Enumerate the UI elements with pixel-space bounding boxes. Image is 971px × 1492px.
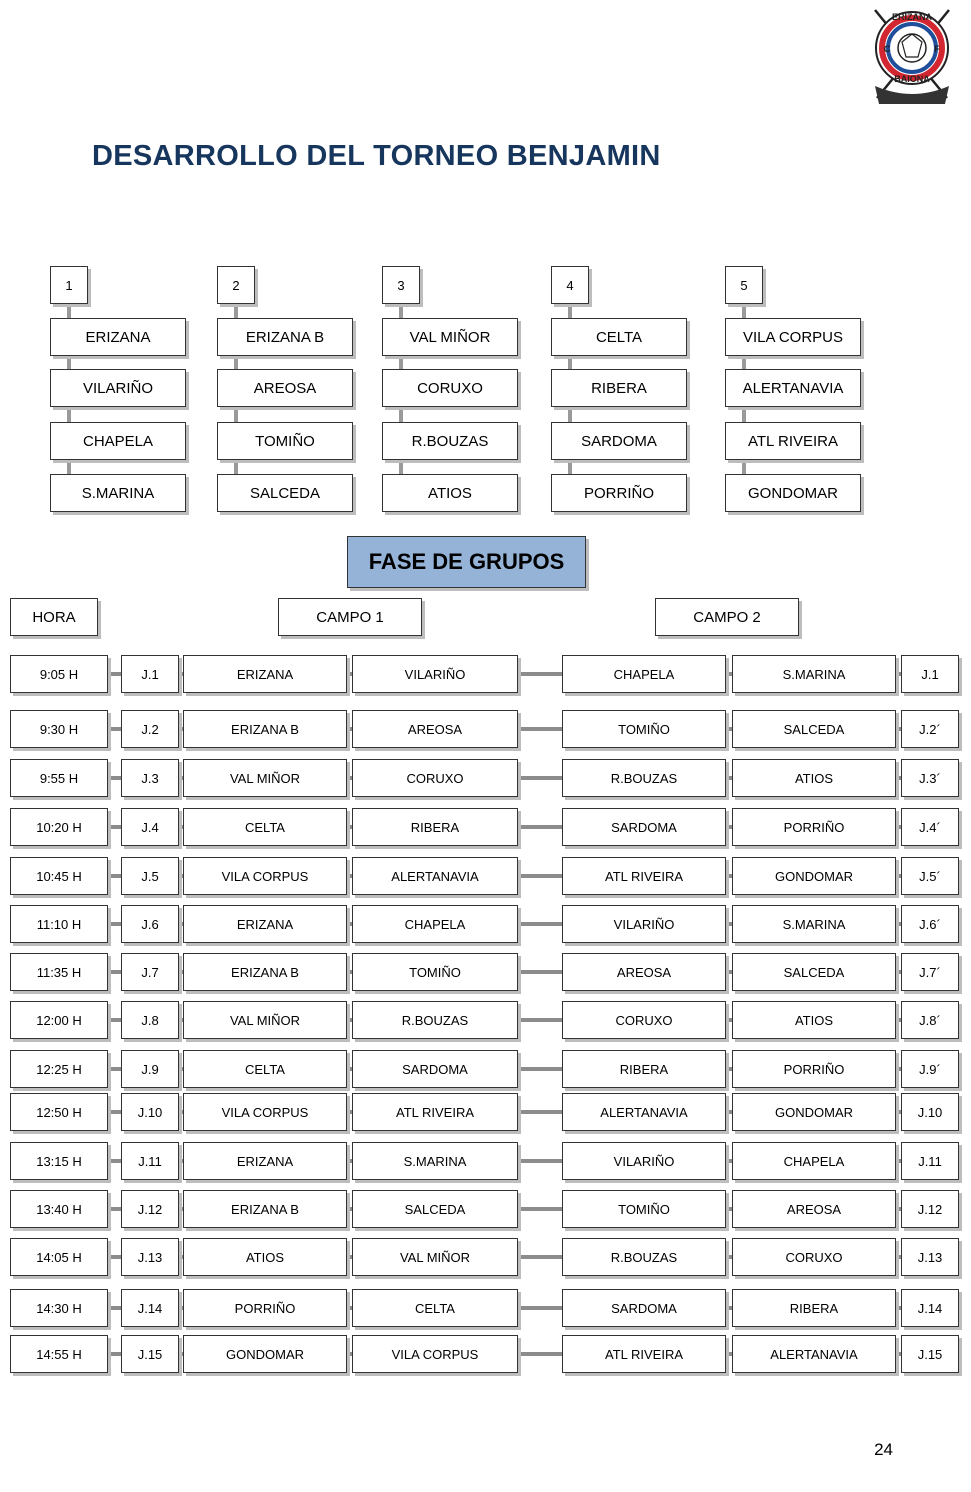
match-time: 13:40 H bbox=[10, 1190, 108, 1228]
match-day-campo-1: J.7 bbox=[121, 953, 179, 991]
campo-2-home-team: R.BOUZAS bbox=[562, 759, 726, 797]
group-team: ERIZANA B bbox=[217, 318, 353, 356]
match-time: 14:30 H bbox=[10, 1289, 108, 1327]
match-day-campo-1: J.14 bbox=[121, 1289, 179, 1327]
campo-2-home-team: ATL RIVEIRA bbox=[562, 1335, 726, 1373]
row-connector bbox=[518, 1255, 562, 1259]
campo-2-away-team: PORRIÑO bbox=[732, 808, 896, 846]
group-team: TOMIÑO bbox=[217, 422, 353, 460]
row-connector bbox=[108, 672, 121, 676]
group-team: ERIZANA bbox=[50, 318, 186, 356]
campo-2-away-team: SALCEDA bbox=[732, 710, 896, 748]
campo-1-home-team: ERIZANA B bbox=[183, 710, 347, 748]
campo-2-away-team: AREOSA bbox=[732, 1190, 896, 1228]
campo-2-away-team: CORUXO bbox=[732, 1238, 896, 1276]
match-day-campo-1: J.8 bbox=[121, 1001, 179, 1039]
match-day-campo-2: J.10 bbox=[901, 1093, 959, 1131]
match-day-campo-1: J.6 bbox=[121, 905, 179, 943]
row-connector bbox=[108, 1067, 121, 1071]
match-day-campo-2: J.15 bbox=[901, 1335, 959, 1373]
row-connector bbox=[518, 825, 562, 829]
campo-2-home-team: CORUXO bbox=[562, 1001, 726, 1039]
match-day-campo-1: J.9 bbox=[121, 1050, 179, 1088]
match-day-campo-1: J.12 bbox=[121, 1190, 179, 1228]
group-team: SARDOMA bbox=[551, 422, 687, 460]
row-connector bbox=[108, 874, 121, 878]
match-day-campo-1: J.2 bbox=[121, 710, 179, 748]
row-connector bbox=[518, 1110, 562, 1114]
group-team: CELTA bbox=[551, 318, 687, 356]
match-day-campo-1: J.3 bbox=[121, 759, 179, 797]
match-time: 12:50 H bbox=[10, 1093, 108, 1131]
group-number: 4 bbox=[551, 266, 589, 304]
campo-1-away-team: SALCEDA bbox=[352, 1190, 518, 1228]
row-connector bbox=[108, 1255, 121, 1259]
campo-2-home-team: R.BOUZAS bbox=[562, 1238, 726, 1276]
match-time: 11:10 H bbox=[10, 905, 108, 943]
group-number: 1 bbox=[50, 266, 88, 304]
campo-1-home-team: ERIZANA bbox=[183, 655, 347, 693]
campo-1-home-team: PORRIÑO bbox=[183, 1289, 347, 1327]
match-time: 10:20 H bbox=[10, 808, 108, 846]
campo-2-home-team: TOMIÑO bbox=[562, 710, 726, 748]
page-number: 24 bbox=[874, 1440, 893, 1459]
campo-1-away-team: TOMIÑO bbox=[352, 953, 518, 991]
match-day-campo-2: J.14 bbox=[901, 1289, 959, 1327]
campo-1-away-team: CHAPELA bbox=[352, 905, 518, 943]
campo-1-away-team: ATL RIVEIRA bbox=[352, 1093, 518, 1131]
match-day-campo-2: J.4´ bbox=[901, 808, 959, 846]
campo-1-home-team: CELTA bbox=[183, 1050, 347, 1088]
group-team: SALCEDA bbox=[217, 474, 353, 512]
match-day-campo-1: J.11 bbox=[121, 1142, 179, 1180]
campo-1-home-team: ERIZANA B bbox=[183, 953, 347, 991]
match-day-campo-1: J.13 bbox=[121, 1238, 179, 1276]
campo-2-away-team: S.MARINA bbox=[732, 655, 896, 693]
group-team: CHAPELA bbox=[50, 422, 186, 460]
row-connector bbox=[518, 727, 562, 731]
header-campo-1: CAMPO 1 bbox=[278, 598, 422, 636]
match-day-campo-2: J.5´ bbox=[901, 857, 959, 895]
logo-right-letter: F bbox=[934, 44, 940, 54]
match-day-campo-2: J.8´ bbox=[901, 1001, 959, 1039]
match-time: 11:35 H bbox=[10, 953, 108, 991]
match-day-campo-2: J.1 bbox=[901, 655, 959, 693]
campo-1-away-team: S.MARINA bbox=[352, 1142, 518, 1180]
group-team: ATL RIVEIRA bbox=[725, 422, 861, 460]
campo-1-away-team: R.BOUZAS bbox=[352, 1001, 518, 1039]
campo-2-away-team: GONDOMAR bbox=[732, 1093, 896, 1131]
group-team: RIBERA bbox=[551, 369, 687, 407]
group-team: CORUXO bbox=[382, 369, 518, 407]
campo-1-home-team: ATIOS bbox=[183, 1238, 347, 1276]
match-time: 9:05 H bbox=[10, 655, 108, 693]
campo-2-home-team: TOMIÑO bbox=[562, 1190, 726, 1228]
group-team: VILARIÑO bbox=[50, 369, 186, 407]
match-day-campo-2: J.11 bbox=[901, 1142, 959, 1180]
row-connector bbox=[518, 1067, 562, 1071]
match-day-campo-2: J.12 bbox=[901, 1190, 959, 1228]
row-connector bbox=[108, 1159, 121, 1163]
match-time: 9:30 H bbox=[10, 710, 108, 748]
campo-1-away-team: CELTA bbox=[352, 1289, 518, 1327]
row-connector bbox=[518, 1159, 562, 1163]
row-connector bbox=[108, 1352, 121, 1356]
group-team: R.BOUZAS bbox=[382, 422, 518, 460]
row-connector bbox=[108, 776, 121, 780]
header-campo-2: CAMPO 2 bbox=[655, 598, 799, 636]
campo-1-home-team: GONDOMAR bbox=[183, 1335, 347, 1373]
campo-2-home-team: AREOSA bbox=[562, 953, 726, 991]
match-day-campo-1: J.1 bbox=[121, 655, 179, 693]
group-team: ATIOS bbox=[382, 474, 518, 512]
page-title: DESARROLLO DEL TORNEO BENJAMIN bbox=[92, 140, 661, 172]
match-day-campo-2: J.9´ bbox=[901, 1050, 959, 1088]
row-connector bbox=[108, 1018, 121, 1022]
campo-1-away-team: AREOSA bbox=[352, 710, 518, 748]
row-connector bbox=[518, 1352, 562, 1356]
campo-1-home-team: VILA CORPUS bbox=[183, 857, 347, 895]
campo-2-home-team: VILARIÑO bbox=[562, 905, 726, 943]
row-connector bbox=[108, 1207, 121, 1211]
logo-top-text: ERIZANA bbox=[892, 12, 932, 22]
match-time: 12:00 H bbox=[10, 1001, 108, 1039]
match-time: 12:25 H bbox=[10, 1050, 108, 1088]
campo-2-home-team: ATL RIVEIRA bbox=[562, 857, 726, 895]
match-time: 10:45 H bbox=[10, 857, 108, 895]
campo-1-away-team: RIBERA bbox=[352, 808, 518, 846]
campo-1-home-team: VAL MIÑOR bbox=[183, 1001, 347, 1039]
row-connector bbox=[518, 672, 562, 676]
row-connector bbox=[108, 1306, 121, 1310]
match-day-campo-1: J.4 bbox=[121, 808, 179, 846]
group-number: 5 bbox=[725, 266, 763, 304]
row-connector bbox=[518, 776, 562, 780]
campo-1-home-team: ERIZANA B bbox=[183, 1190, 347, 1228]
match-day-campo-2: J.13 bbox=[901, 1238, 959, 1276]
logo-left-letter: C bbox=[883, 44, 891, 54]
row-connector bbox=[108, 727, 121, 731]
campo-2-away-team: ATIOS bbox=[732, 1001, 896, 1039]
campo-2-home-team: RIBERA bbox=[562, 1050, 726, 1088]
group-number: 3 bbox=[382, 266, 420, 304]
campo-1-away-team: VILA CORPUS bbox=[352, 1335, 518, 1373]
campo-2-away-team: S.MARINA bbox=[732, 905, 896, 943]
logo-bottom-text: BAIONA bbox=[894, 74, 930, 84]
club-logo bbox=[867, 2, 957, 112]
campo-1-away-team: VILARIÑO bbox=[352, 655, 518, 693]
campo-1-home-team: ERIZANA bbox=[183, 1142, 347, 1180]
row-connector bbox=[108, 922, 121, 926]
campo-2-home-team: SARDOMA bbox=[562, 808, 726, 846]
match-time: 9:55 H bbox=[10, 759, 108, 797]
group-team: VILA CORPUS bbox=[725, 318, 861, 356]
match-day-campo-1: J.10 bbox=[121, 1093, 179, 1131]
row-connector bbox=[518, 874, 562, 878]
campo-2-home-team: CHAPELA bbox=[562, 655, 726, 693]
row-connector bbox=[108, 1110, 121, 1114]
match-day-campo-1: J.15 bbox=[121, 1335, 179, 1373]
match-day-campo-2: J.7´ bbox=[901, 953, 959, 991]
row-connector bbox=[518, 1207, 562, 1211]
match-day-campo-2: J.2´ bbox=[901, 710, 959, 748]
campo-2-home-team: VILARIÑO bbox=[562, 1142, 726, 1180]
campo-1-home-team: ERIZANA bbox=[183, 905, 347, 943]
campo-2-home-team: SARDOMA bbox=[562, 1289, 726, 1327]
row-connector bbox=[108, 970, 121, 974]
campo-2-away-team: ATIOS bbox=[732, 759, 896, 797]
match-day-campo-2: J.3´ bbox=[901, 759, 959, 797]
row-connector bbox=[108, 825, 121, 829]
campo-1-away-team: SARDOMA bbox=[352, 1050, 518, 1088]
header-hora: HORA bbox=[10, 598, 98, 636]
match-day-campo-2: J.6´ bbox=[901, 905, 959, 943]
campo-2-home-team: ALERTANAVIA bbox=[562, 1093, 726, 1131]
campo-2-away-team: RIBERA bbox=[732, 1289, 896, 1327]
group-number: 2 bbox=[217, 266, 255, 304]
match-time: 13:15 H bbox=[10, 1142, 108, 1180]
campo-1-away-team: ALERTANAVIA bbox=[352, 857, 518, 895]
row-connector bbox=[518, 922, 562, 926]
group-team: S.MARINA bbox=[50, 474, 186, 512]
campo-2-away-team: ALERTANAVIA bbox=[732, 1335, 896, 1373]
row-connector bbox=[518, 1306, 562, 1310]
campo-1-home-team: CELTA bbox=[183, 808, 347, 846]
match-day-campo-1: J.5 bbox=[121, 857, 179, 895]
group-team: ALERTANAVIA bbox=[725, 369, 861, 407]
group-team: PORRIÑO bbox=[551, 474, 687, 512]
campo-2-away-team: CHAPELA bbox=[732, 1142, 896, 1180]
campo-2-away-team: GONDOMAR bbox=[732, 857, 896, 895]
group-team: GONDOMAR bbox=[725, 474, 861, 512]
campo-2-away-team: PORRIÑO bbox=[732, 1050, 896, 1088]
phase-title: FASE DE GRUPOS bbox=[347, 536, 586, 588]
row-connector bbox=[518, 1018, 562, 1022]
campo-1-away-team: VAL MIÑOR bbox=[352, 1238, 518, 1276]
campo-2-away-team: SALCEDA bbox=[732, 953, 896, 991]
group-team: AREOSA bbox=[217, 369, 353, 407]
match-time: 14:55 H bbox=[10, 1335, 108, 1373]
campo-1-home-team: VILA CORPUS bbox=[183, 1093, 347, 1131]
row-connector bbox=[518, 970, 562, 974]
campo-1-away-team: CORUXO bbox=[352, 759, 518, 797]
campo-1-home-team: VAL MIÑOR bbox=[183, 759, 347, 797]
group-team: VAL MIÑOR bbox=[382, 318, 518, 356]
match-time: 14:05 H bbox=[10, 1238, 108, 1276]
